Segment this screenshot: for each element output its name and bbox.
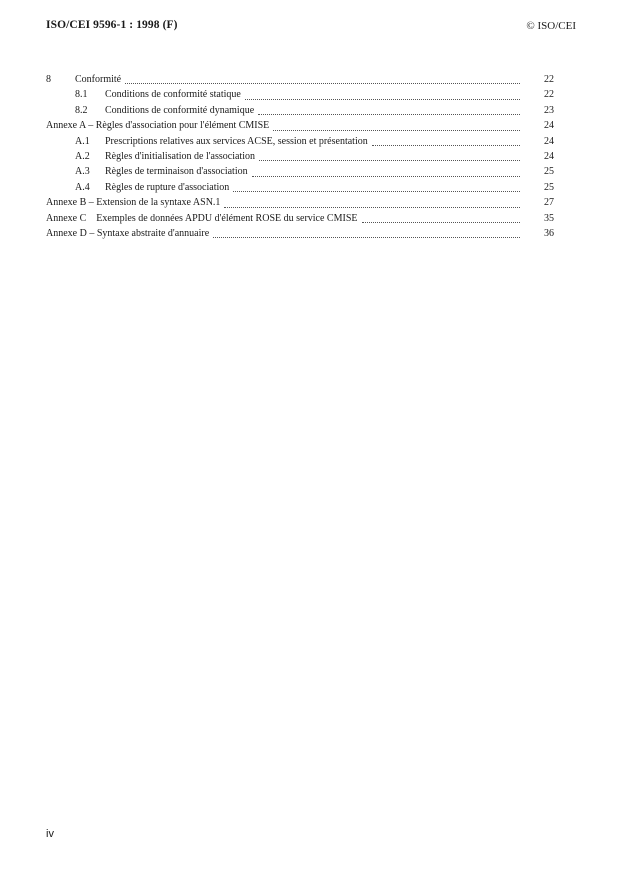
- toc-entry-title: Règles de terminaison d'association: [105, 166, 248, 178]
- dot-leader: [233, 191, 520, 192]
- toc-entry-number: Annexe A –: [46, 120, 96, 132]
- toc-entry-title: Syntaxe abstraite d'annuaire: [96, 227, 210, 239]
- toc-entry-number: Annexe B –: [46, 197, 97, 209]
- dot-leader: [125, 83, 520, 84]
- toc-entry-page: 22: [544, 89, 554, 101]
- toc-entry-a-3[interactable]: [46, 164, 554, 179]
- toc-entry-title: Prescriptions relatives aux services ACSE, session et présentation: [105, 135, 368, 147]
- toc-entry-page: 23: [544, 104, 554, 116]
- toc-entry-number: A.2: [75, 150, 90, 162]
- toc-entry-page: 25: [544, 181, 554, 193]
- dot-leader: [245, 99, 520, 100]
- toc-entry-title: Conditions de conformité statique: [105, 89, 241, 101]
- toc-entry-annex-a[interactable]: [46, 118, 554, 133]
- toc-entry-title: Exemples de données APDU d'élément ROSE du service CMISE: [96, 212, 358, 224]
- document-identifier: ISO/CEI 9596-1 : 1998 (F): [46, 19, 178, 31]
- toc-entry-annex-d[interactable]: [46, 226, 554, 241]
- toc-entry-page: 22: [544, 74, 554, 85]
- toc-entry-title: Extension de la syntaxe ASN.1: [96, 197, 221, 209]
- toc-entry-title: Règles d'association pour l'élément CMISE: [95, 120, 270, 132]
- toc-entry-title: Règles de rupture d'association: [105, 181, 230, 193]
- toc-entry-number: A.3: [75, 166, 90, 178]
- toc-entry-8-2[interactable]: [46, 103, 554, 118]
- toc-entry-page: 24: [544, 120, 554, 132]
- toc-entry-page: 35: [544, 212, 554, 224]
- toc-entry-title: Conformité: [75, 74, 122, 85]
- dot-leader: [372, 145, 520, 146]
- toc-entry-page: 24: [544, 135, 554, 147]
- toc-entry-annex-c[interactable]: [46, 211, 554, 226]
- table-of-contents: [46, 72, 554, 241]
- toc-entry-annex-b[interactable]: [46, 195, 554, 210]
- toc-entry-a-2[interactable]: [46, 149, 554, 164]
- dot-leader: [362, 222, 521, 223]
- toc-entry-page: 36: [544, 227, 554, 239]
- toc-entry-8[interactable]: [46, 72, 554, 87]
- copyright-notice: © ISO/CEI: [526, 20, 576, 32]
- dot-leader: [259, 160, 520, 161]
- toc-entry-a-1[interactable]: [46, 134, 554, 149]
- toc-entry-number: 8.1: [75, 89, 88, 101]
- toc-entry-8-1[interactable]: [46, 87, 554, 102]
- toc-entry-number: 8: [46, 74, 51, 85]
- toc-entry-page: 24: [544, 150, 554, 162]
- page-number: iv: [46, 828, 54, 840]
- toc-entry-number: Annexe D –: [46, 227, 97, 239]
- toc-entry-title: Conditions de conformité dynamique: [105, 104, 255, 116]
- dot-leader: [273, 130, 520, 131]
- toc-entry-title: Règles d'initialisation de l'association: [105, 150, 255, 162]
- dot-leader: [252, 176, 520, 177]
- dot-leader: [224, 207, 520, 208]
- toc-entry-number: 8.2: [75, 104, 88, 116]
- toc-entry-number: Annexe C: [46, 212, 97, 224]
- dot-leader: [258, 114, 520, 115]
- toc-entry-page: 27: [544, 197, 554, 209]
- toc-entry-number: A.1: [75, 135, 90, 147]
- toc-entry-a-4[interactable]: [46, 180, 554, 195]
- dot-leader: [213, 237, 520, 238]
- toc-entry-page: 25: [544, 166, 554, 178]
- toc-entry-number: A.4: [75, 181, 90, 193]
